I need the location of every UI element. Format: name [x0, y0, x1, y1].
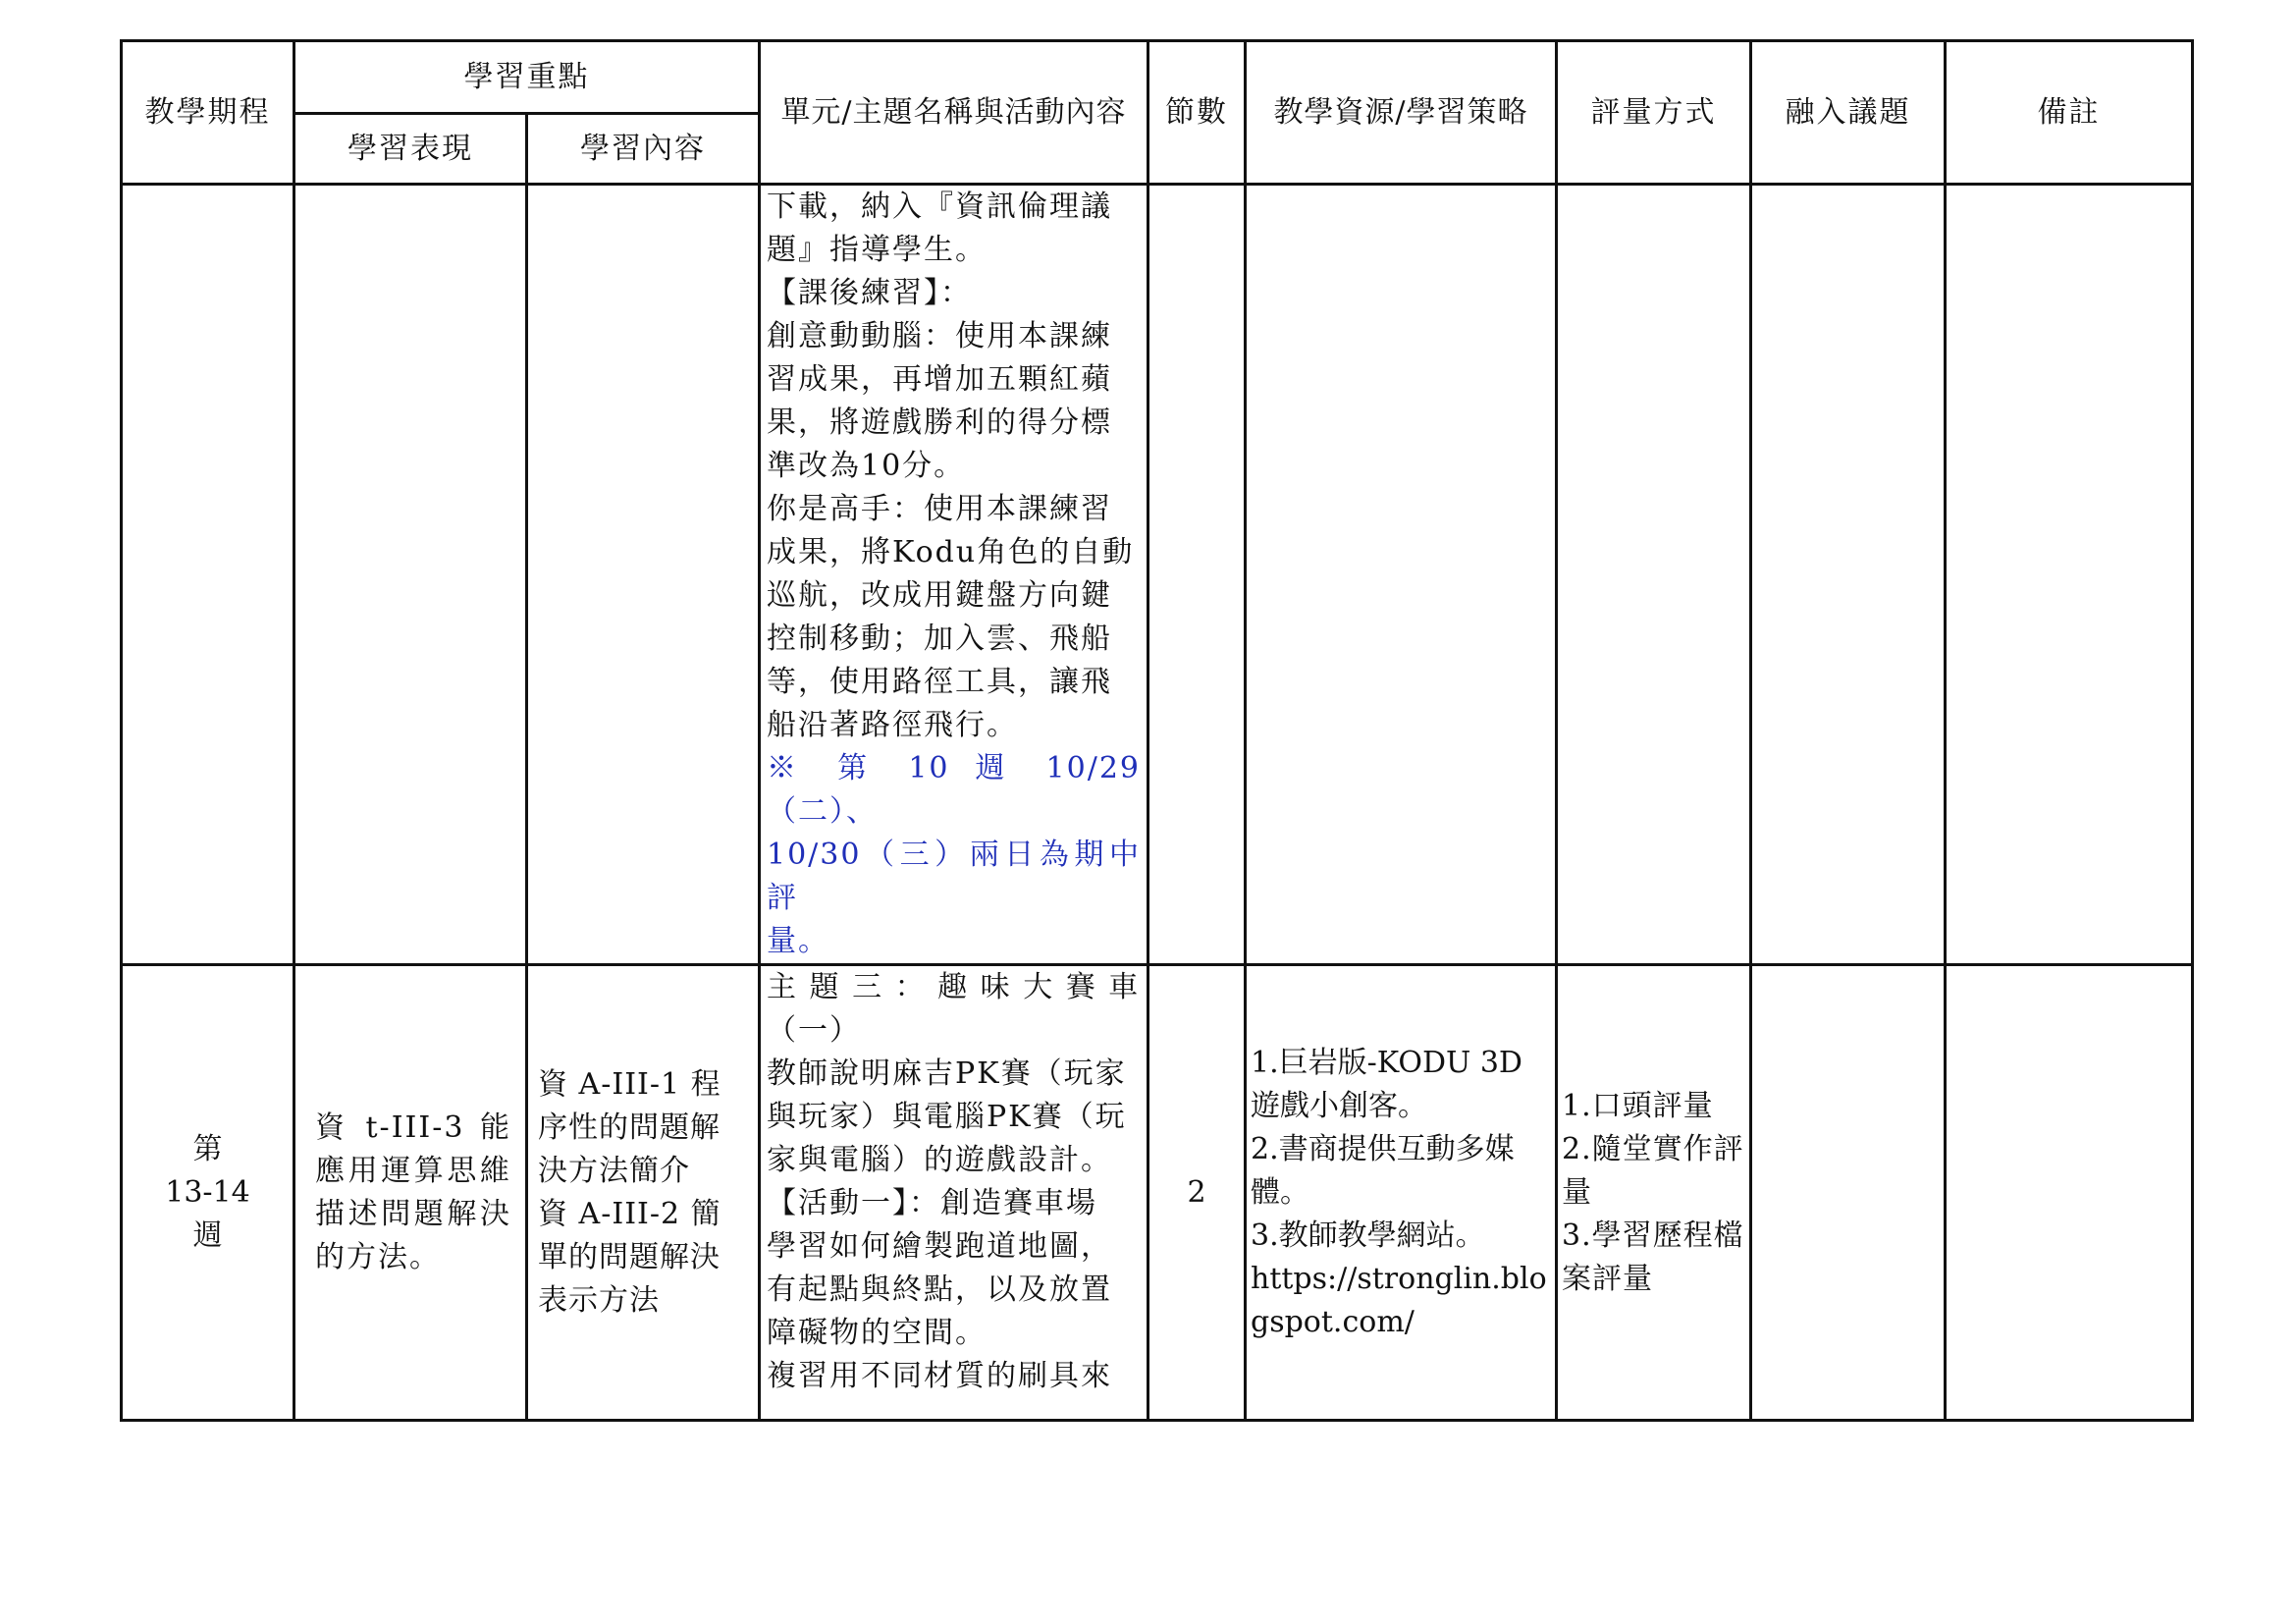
unit-line: 【課後練習】： [767, 276, 972, 310]
cell-performance: 資 t-III-3 能應用運算思維描述問題解決的方法。 [294, 965, 527, 1421]
midterm-note-line: 量。 [767, 924, 829, 958]
unit-line: 【活動一】：創造賽車場 [767, 1186, 1097, 1220]
cell-period: 第 13-14 週 [122, 965, 294, 1421]
cell-issues [1751, 965, 1946, 1421]
cell-assessment: 1.口頭評量 2.隨堂實作評量 3.學習歷程檔案評量 [1557, 965, 1751, 1421]
unit-line: 你是高手：使用本課練習 [767, 492, 1112, 526]
cell-notes [1946, 965, 2193, 1421]
unit-line: 學習如何繪製跑道地圖， [767, 1229, 1112, 1264]
unit-line: 家與電腦）的遊戲設計。 [767, 1143, 1112, 1177]
unit-line: 控制移動；加入雲、飛船 [767, 622, 1112, 656]
unit-line: （一） [767, 1013, 861, 1048]
header-issues: 融入議題 [1751, 41, 1946, 185]
cell-assessment [1557, 185, 1751, 965]
cell-resources: 1.巨岩版-KODU 3D遊戲小創客。 2.書商提供互動多媒體。 3.教師教學網站。 https://stronglin.blogspot.com/ [1246, 965, 1557, 1421]
unit-line: 成果，將Kodu角色的自動 [767, 535, 1135, 569]
table-row [122, 185, 2193, 965]
unit-line: 等，使用路徑工具，讓飛 [767, 665, 1112, 699]
unit-line: 與玩家）與電腦PK賽（玩 [767, 1100, 1127, 1134]
cell-unit-activity [760, 965, 1148, 1421]
cell-period [122, 185, 294, 965]
unit-line: 習成果，再增加五顆紅蘋 [767, 362, 1112, 397]
cell-resources [1246, 185, 1557, 965]
unit-line: 創意動動腦：使用本課練 [767, 319, 1112, 353]
cell-sessions [1148, 185, 1246, 965]
header-assessment: 評量方式 [1557, 41, 1751, 185]
header-sessions: 節數 [1148, 41, 1246, 185]
table-row [122, 965, 2193, 1421]
cell-content: 資 A-III-1 程序性的問題解決方法簡介 資 A-III-2 簡單的問題解決表示方法 [527, 965, 760, 1421]
header-row-1 [122, 41, 2193, 114]
unit-line: 果，將遊戲勝利的得分標 [767, 406, 1112, 440]
unit-line: 教師說明麻吉PK賽（玩家 [767, 1056, 1127, 1091]
unit-line: 題』指導學生。 [767, 233, 987, 267]
header-learning-focus: 學習重點 [294, 41, 760, 114]
cell-sessions: 2 [1148, 965, 1246, 1421]
header-notes: 備註 [1946, 41, 2193, 185]
unit-line: 巡航，改成用鍵盤方向鍵 [767, 578, 1112, 613]
lesson-plan-table [120, 39, 2194, 1422]
unit-line: 障礙物的空間。 [767, 1316, 987, 1350]
midterm-note-line: 10/30（三）兩日為期中評 [767, 838, 1141, 915]
header-resources: 教學資源/學習策略 [1246, 41, 1557, 185]
unit-line: 複習用不同材質的刷具來 [767, 1359, 1112, 1393]
unit-line: 有起點與終點，以及放置 [767, 1272, 1112, 1307]
header-period: 教學期程 [122, 41, 294, 185]
cell-content [527, 185, 760, 965]
header-performance: 學習表現 [294, 114, 527, 185]
cell-unit-activity [760, 185, 1148, 965]
header-content: 學習內容 [527, 114, 760, 185]
cell-notes [1946, 185, 2193, 965]
unit-line: 主 題 三 ： 趣 味 大 賽 車 [767, 970, 1141, 1004]
midterm-note-line: ※ 第 10 週 10/29（二）、 [767, 751, 1141, 829]
cell-issues [1751, 185, 1946, 965]
unit-line: 下載，納入『資訊倫理議 [767, 189, 1112, 224]
unit-line: 船沿著路徑飛行。 [767, 708, 1018, 742]
header-unit-activity: 單元/主題名稱與活動內容 [760, 41, 1148, 185]
unit-line: 準改為10分。 [767, 449, 966, 483]
cell-performance [294, 185, 527, 965]
